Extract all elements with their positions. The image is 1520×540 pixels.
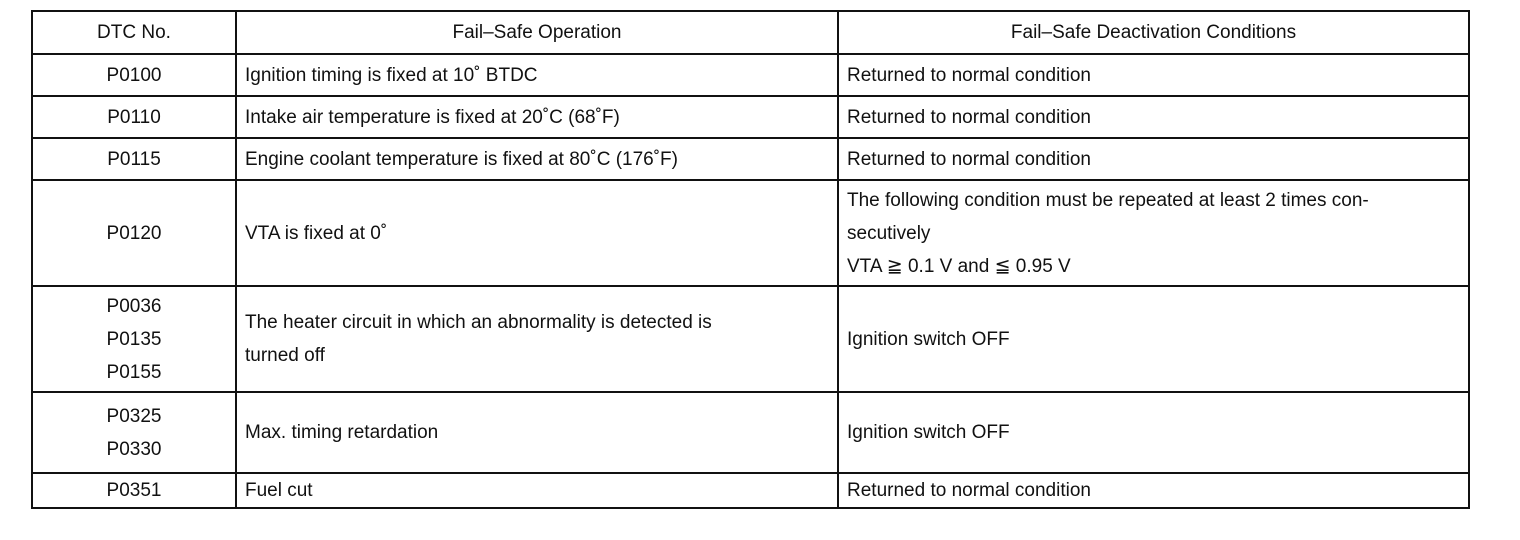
dtc-code: P0155	[106, 361, 162, 383]
header-fail-safe-operation: Fail–Safe Operation	[236, 11, 838, 54]
table-row	[32, 392, 1469, 473]
dtc-code: P0120	[106, 222, 162, 244]
table-row	[32, 473, 1469, 508]
header-deactivation-conditions: Fail–Safe Deactivation Conditions	[838, 11, 1469, 54]
dtc-code-cell	[32, 138, 236, 180]
dtc-code-cell	[32, 286, 236, 392]
dtc-code: P0100	[106, 64, 162, 86]
deactivation-cell: Returned to normal condition	[838, 54, 1469, 96]
dtc-code: P0036	[106, 295, 162, 317]
dtc-code-cell	[32, 392, 236, 473]
dtc-code-cell	[32, 180, 236, 286]
operation-cell: Intake air temperature is fixed at 20˚C (68˚F)	[236, 96, 838, 138]
dtc-code-cell	[32, 54, 236, 96]
dtc-code: P0351	[106, 480, 162, 501]
deactivation-cell: Returned to normal condition	[838, 138, 1469, 180]
operation-line: turned off	[245, 345, 325, 366]
table-row	[32, 138, 1469, 180]
operation-cell: VTA is fixed at 0˚	[236, 180, 838, 286]
header-dtc-no: DTC No.	[32, 11, 236, 54]
table-row	[32, 54, 1469, 96]
table-row	[32, 180, 1469, 286]
table-row	[32, 286, 1469, 392]
operation-line: The heater circuit in which an abnormality is detected is	[245, 312, 712, 333]
dtc-code-cell	[32, 96, 236, 138]
dtc-code: P0330	[106, 438, 162, 460]
header-row	[32, 11, 1469, 54]
deactivation-cell: Ignition switch OFF	[838, 286, 1469, 392]
deactivation-line: secutively	[847, 222, 931, 244]
deactivation-cell: Returned to normal condition	[838, 473, 1469, 508]
dtc-code: P0110	[107, 106, 161, 128]
deactivation-cell	[838, 180, 1469, 286]
operation-cell: Max. timing retardation	[236, 392, 838, 473]
deactivation-cell: Returned to normal condition	[838, 96, 1469, 138]
dtc-code-cell	[32, 473, 236, 508]
deactivation-cell: Ignition switch OFF	[838, 392, 1469, 473]
dtc-code: P0135	[106, 328, 162, 350]
dtc-code: P0115	[107, 148, 161, 170]
operation-cell: Engine coolant temperature is fixed at 80˚C (176˚F)	[236, 138, 838, 180]
operation-cell: Ignition timing is fixed at 10˚ BTDC	[236, 54, 838, 96]
table-row	[32, 96, 1469, 138]
deactivation-line: VTA ≧ 0.1 V and ≦ 0.95 V	[847, 255, 1071, 277]
operation-cell: Fuel cut	[236, 473, 838, 508]
deactivation-line: The following condition must be repeated at least 2 times con-	[847, 189, 1369, 211]
operation-cell	[236, 286, 838, 392]
dtc-code: P0325	[106, 405, 162, 427]
fail-safe-table	[31, 10, 1470, 509]
